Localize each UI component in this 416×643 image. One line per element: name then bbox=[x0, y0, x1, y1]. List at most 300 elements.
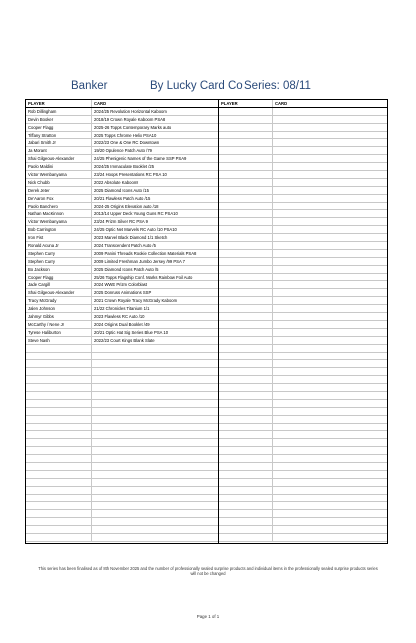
player-cell: Ja Morant bbox=[26, 147, 92, 154]
card-cell: 2023 Flawless RC Auto /10 bbox=[94, 314, 145, 320]
player-cell bbox=[26, 495, 92, 502]
card-cell: 2024/25 Immaculate Booklet /25 bbox=[94, 164, 155, 170]
table-row bbox=[26, 431, 218, 439]
player-cell bbox=[26, 518, 92, 525]
card-cell: 2022/23 One & One RC Downtown bbox=[94, 140, 160, 146]
player-cell bbox=[219, 187, 273, 194]
card-cell bbox=[273, 124, 387, 131]
card-cell bbox=[92, 376, 218, 383]
card-cell: 2024-25 Origins Elevation auto /18 bbox=[94, 203, 159, 209]
player-cell bbox=[219, 234, 273, 241]
table-row bbox=[219, 495, 387, 503]
player-cell bbox=[219, 431, 273, 438]
table-header-row bbox=[26, 100, 218, 108]
card-cell bbox=[273, 487, 387, 494]
card-cell bbox=[273, 281, 387, 288]
table-row bbox=[26, 116, 218, 124]
player-cell bbox=[219, 408, 273, 415]
player-cell: Jahmyr Gibbs bbox=[26, 313, 92, 320]
card-cell bbox=[92, 502, 218, 509]
table-row bbox=[219, 534, 387, 542]
table-row bbox=[26, 337, 218, 345]
card-cell bbox=[273, 471, 387, 478]
card-cell bbox=[273, 321, 387, 328]
card-cell: 25/26 Topps Flagship Conf. Marks Rainbow Foil Auto bbox=[94, 274, 193, 280]
card-cell bbox=[92, 424, 218, 431]
card-cell bbox=[273, 455, 387, 462]
table-row bbox=[26, 439, 218, 447]
player-cell bbox=[219, 329, 273, 336]
table-row bbox=[219, 408, 387, 416]
column-header-card: CARD bbox=[275, 101, 288, 106]
player-cell: Stephen Curry bbox=[26, 258, 92, 265]
table-row bbox=[219, 289, 387, 297]
card-cell bbox=[92, 455, 218, 462]
player-cell bbox=[219, 116, 273, 123]
table-row bbox=[26, 147, 218, 155]
table-row bbox=[26, 258, 218, 266]
card-cell bbox=[273, 408, 387, 415]
card-cell bbox=[273, 226, 387, 233]
player-cell: Derek Jeter bbox=[26, 187, 92, 194]
card-cell: 2024 WWE Prizm Colorblast bbox=[94, 282, 148, 288]
table-row bbox=[219, 526, 387, 534]
player-cell: Stephen Curry bbox=[26, 250, 92, 257]
player-cell bbox=[26, 368, 92, 375]
header bbox=[0, 80, 416, 98]
table-row bbox=[219, 187, 387, 195]
player-cell bbox=[219, 132, 273, 139]
column-header-card: CARD bbox=[94, 101, 107, 106]
card-cell bbox=[273, 329, 387, 336]
player-cell bbox=[219, 195, 273, 202]
player-cell bbox=[219, 305, 273, 312]
player-cell bbox=[219, 360, 273, 367]
table-row bbox=[219, 502, 387, 510]
table-row bbox=[219, 321, 387, 329]
table-row bbox=[219, 195, 387, 203]
card-cell bbox=[92, 431, 218, 438]
player-cell bbox=[219, 534, 273, 541]
player-cell: Cooper Flagg bbox=[26, 124, 92, 131]
card-cell bbox=[273, 368, 387, 375]
card-cell bbox=[92, 526, 218, 533]
table-row bbox=[26, 321, 218, 329]
player-cell bbox=[219, 510, 273, 517]
table-row bbox=[26, 274, 218, 282]
player-cell bbox=[219, 266, 273, 273]
player-cell: De'Aaron Fox bbox=[26, 195, 92, 202]
card-cell bbox=[92, 471, 218, 478]
card-cell bbox=[273, 266, 387, 273]
player-cell: Victor Wembanyama bbox=[26, 218, 92, 225]
player-cell: Ronald Acuna Jr bbox=[26, 242, 92, 249]
card-cell bbox=[92, 534, 218, 541]
table-row bbox=[26, 384, 218, 392]
right-table-rows bbox=[219, 100, 387, 542]
table-row bbox=[26, 108, 218, 116]
table-row bbox=[219, 147, 387, 155]
card-cell bbox=[273, 179, 387, 186]
card-cell: 2018/19 Crown Royale Kaboom PSA8 bbox=[94, 116, 166, 122]
player-cell bbox=[26, 487, 92, 494]
player-cell bbox=[26, 400, 92, 407]
player-cell bbox=[26, 502, 92, 509]
table-row bbox=[219, 337, 387, 345]
table-row bbox=[219, 274, 387, 282]
card-cell bbox=[273, 187, 387, 194]
card-cell: 20/21 Flawless Patch Auto /15 bbox=[94, 195, 151, 201]
player-cell bbox=[219, 203, 273, 210]
table-row bbox=[219, 132, 387, 140]
card-cell bbox=[273, 132, 387, 139]
player-cell bbox=[219, 297, 273, 304]
card-cell bbox=[92, 439, 218, 446]
table-row bbox=[26, 487, 218, 495]
table-row bbox=[26, 471, 218, 479]
player-cell bbox=[219, 463, 273, 470]
table-row bbox=[26, 416, 218, 424]
player-cell bbox=[219, 353, 273, 360]
card-cell bbox=[273, 400, 387, 407]
player-cell bbox=[219, 218, 273, 225]
player-cell bbox=[26, 392, 92, 399]
card-cell bbox=[273, 424, 387, 431]
card-cell bbox=[273, 274, 387, 281]
table-row bbox=[26, 155, 218, 163]
player-cell: Steve Nash bbox=[26, 337, 92, 344]
player-cell bbox=[219, 289, 273, 296]
table-row bbox=[219, 431, 387, 439]
player-cell bbox=[219, 368, 273, 375]
table-row bbox=[219, 305, 387, 313]
card-cell bbox=[92, 510, 218, 517]
table-row bbox=[219, 400, 387, 408]
player-cell bbox=[219, 487, 273, 494]
card-cell bbox=[273, 171, 387, 178]
player-cell: Bo Jackson bbox=[26, 266, 92, 273]
player-cell bbox=[219, 416, 273, 423]
table-row bbox=[219, 179, 387, 187]
card-cell: 2024/25 Revolution Horizontal Kaboom bbox=[94, 108, 167, 114]
card-cell bbox=[92, 447, 218, 454]
table-row bbox=[219, 108, 387, 116]
player-cell bbox=[26, 408, 92, 415]
player-cell: Tyrese Haliburton bbox=[26, 329, 92, 336]
player-cell bbox=[26, 384, 92, 391]
table-row bbox=[219, 479, 387, 487]
player-cell bbox=[219, 226, 273, 233]
card-cell bbox=[92, 479, 218, 486]
player-cell bbox=[219, 250, 273, 257]
player-cell bbox=[26, 534, 92, 541]
table-row bbox=[26, 187, 218, 195]
table-row bbox=[26, 297, 218, 305]
card-cell bbox=[92, 416, 218, 423]
player-cell bbox=[219, 455, 273, 462]
table-row bbox=[26, 210, 218, 218]
table-row bbox=[219, 424, 387, 432]
player-cell bbox=[26, 439, 92, 446]
table-row bbox=[26, 424, 218, 432]
player-cell bbox=[219, 447, 273, 454]
player-cell bbox=[219, 210, 273, 217]
player-cell bbox=[219, 242, 273, 249]
card-cell bbox=[273, 155, 387, 162]
table-row bbox=[219, 281, 387, 289]
table-row bbox=[26, 179, 218, 187]
player-cell bbox=[26, 463, 92, 470]
table-row bbox=[26, 250, 218, 258]
card-cell: 2022/23 Court Kings Blank Slate bbox=[94, 337, 155, 343]
table-row bbox=[219, 297, 387, 305]
card-cell bbox=[273, 108, 387, 115]
card-cell: 19/20 Opulence Patch Auto /79 bbox=[94, 148, 152, 154]
table-row bbox=[219, 250, 387, 258]
card-cell bbox=[273, 447, 387, 454]
table-row bbox=[219, 258, 387, 266]
table-row bbox=[219, 439, 387, 447]
player-cell bbox=[219, 147, 273, 154]
card-cell bbox=[273, 305, 387, 312]
card-cell bbox=[273, 353, 387, 360]
table-row bbox=[26, 132, 218, 140]
player-cell bbox=[219, 139, 273, 146]
player-cell bbox=[26, 345, 92, 352]
card-cell bbox=[92, 384, 218, 391]
card-cell bbox=[273, 439, 387, 446]
card-cell bbox=[273, 163, 387, 170]
player-cell: Jade Cargill bbox=[26, 281, 92, 288]
table-row bbox=[219, 234, 387, 242]
player-cell bbox=[219, 155, 273, 162]
player-cell: McCarthy / Nene Jr bbox=[26, 321, 92, 328]
card-cell: 23/24 Prizm Silver RC PSA 9 bbox=[94, 219, 148, 225]
card-cell bbox=[92, 400, 218, 407]
card-cell bbox=[273, 203, 387, 210]
player-cell bbox=[219, 502, 273, 509]
table-row bbox=[219, 266, 387, 274]
table-row bbox=[219, 376, 387, 384]
player-cell: Shai Gilgeous-Alexander bbox=[26, 155, 92, 162]
table-row bbox=[219, 116, 387, 124]
table-row bbox=[219, 518, 387, 526]
card-cell bbox=[273, 147, 387, 154]
table-row bbox=[26, 510, 218, 518]
series-label: Series: 08/11 bbox=[244, 80, 311, 92]
table-row bbox=[219, 463, 387, 471]
column-header-player: PLAYER bbox=[26, 100, 92, 107]
table-row bbox=[219, 510, 387, 518]
player-cell bbox=[26, 471, 92, 478]
player-cell: Bob Carrington bbox=[26, 226, 92, 233]
player-cell bbox=[26, 376, 92, 383]
card-cell bbox=[273, 384, 387, 391]
card-cell: 2009 Limited Freshman Jumbo Jersey /99 PSA 7 bbox=[94, 258, 186, 264]
player-cell bbox=[219, 400, 273, 407]
player-cell bbox=[219, 384, 273, 391]
table-row bbox=[26, 266, 218, 274]
player-cell: Jabari Smith Jr bbox=[26, 139, 92, 146]
player-cell bbox=[219, 281, 273, 288]
table-row bbox=[219, 210, 387, 218]
card-cell bbox=[273, 116, 387, 123]
card-cell bbox=[92, 463, 218, 470]
player-cell bbox=[26, 455, 92, 462]
table-row bbox=[219, 360, 387, 368]
card-cell: 2025 Donruss Animations SSP bbox=[94, 290, 152, 296]
player-cell bbox=[26, 510, 92, 517]
player-cell bbox=[219, 108, 273, 115]
card-cell: 24/25 Optic Net Marvels RC Auto /10 PSA10 bbox=[94, 227, 177, 233]
player-cell bbox=[219, 258, 273, 265]
table-row bbox=[26, 218, 218, 226]
player-cell bbox=[219, 345, 273, 352]
player-cell bbox=[219, 471, 273, 478]
player-cell bbox=[26, 353, 92, 360]
player-cell bbox=[219, 321, 273, 328]
table-row bbox=[26, 400, 218, 408]
table-row bbox=[26, 447, 218, 455]
player-cell: Jalen Johnson bbox=[26, 305, 92, 312]
table-row bbox=[26, 360, 218, 368]
card-cell bbox=[273, 416, 387, 423]
player-cell: Rob Dillingham bbox=[26, 108, 92, 115]
table-row bbox=[219, 203, 387, 211]
card-cell bbox=[273, 510, 387, 517]
table-row bbox=[26, 234, 218, 242]
card-cell bbox=[273, 345, 387, 352]
card-cell bbox=[273, 495, 387, 502]
document-author: By Lucky Card Co bbox=[150, 80, 243, 92]
card-cell bbox=[273, 195, 387, 202]
card-cell bbox=[92, 392, 218, 399]
player-cell bbox=[219, 171, 273, 178]
card-cell bbox=[273, 479, 387, 486]
table-row bbox=[26, 408, 218, 416]
table-row bbox=[26, 124, 218, 132]
card-cell: 2009 Panini Threads Rookie Collection Materials PSA8 bbox=[94, 250, 197, 256]
player-cell bbox=[219, 163, 273, 170]
card-cell: 23/24 Hoops Presentations RC PSA 10 bbox=[94, 172, 167, 178]
card-cell bbox=[273, 502, 387, 509]
right-table bbox=[219, 100, 387, 543]
table-row bbox=[26, 171, 218, 179]
player-cell: Nick Chubb bbox=[26, 179, 92, 186]
table-row bbox=[219, 471, 387, 479]
table-row bbox=[26, 463, 218, 471]
player-cell bbox=[219, 376, 273, 383]
card-cell: 2024 Origins Dual Booklet /49 bbox=[94, 321, 150, 327]
card-cell: 2025 Diamond Icons Auto /15 bbox=[94, 187, 149, 193]
card-cell bbox=[273, 258, 387, 265]
table-row bbox=[219, 218, 387, 226]
table-row bbox=[219, 353, 387, 361]
card-cell bbox=[92, 368, 218, 375]
player-cell bbox=[219, 439, 273, 446]
table-row bbox=[26, 495, 218, 503]
left-table bbox=[26, 100, 219, 543]
table-row bbox=[219, 313, 387, 321]
left-table-rows bbox=[26, 100, 218, 542]
card-cell: 20/21 Optic Hat Sig Series Blue PSA 10 bbox=[94, 329, 169, 335]
player-cell bbox=[219, 518, 273, 525]
card-cell bbox=[273, 313, 387, 320]
card-cell bbox=[273, 218, 387, 225]
card-cell bbox=[92, 495, 218, 502]
player-cell bbox=[219, 495, 273, 502]
table-row bbox=[219, 155, 387, 163]
card-cell bbox=[273, 526, 387, 533]
footer-note: This series has been finalised as of 8th November 2025 and the number of professionally sealed surprise products and individual items in the professionally sealed surprise products series will not be changed bbox=[38, 566, 378, 576]
player-cell bbox=[26, 424, 92, 431]
table-row bbox=[219, 416, 387, 424]
card-cell bbox=[273, 139, 387, 146]
card-cell: 2022 Absolute Kaboom! bbox=[94, 179, 139, 185]
player-cell bbox=[219, 337, 273, 344]
table-row bbox=[26, 455, 218, 463]
card-cell bbox=[273, 337, 387, 344]
table-row bbox=[26, 305, 218, 313]
table-row bbox=[26, 376, 218, 384]
table-row bbox=[26, 313, 218, 321]
player-cell bbox=[219, 392, 273, 399]
table-row bbox=[26, 139, 218, 147]
player-cell bbox=[219, 124, 273, 131]
table-row bbox=[26, 534, 218, 542]
player-cell bbox=[219, 526, 273, 533]
table-row bbox=[26, 163, 218, 171]
table-row bbox=[26, 289, 218, 297]
card-cell bbox=[273, 242, 387, 249]
card-cell bbox=[273, 234, 387, 241]
player-cell: Devin Booker bbox=[26, 116, 92, 123]
player-cell bbox=[26, 447, 92, 454]
card-cell bbox=[273, 250, 387, 257]
card-cell bbox=[273, 210, 387, 217]
player-cell: Iron Fist bbox=[26, 234, 92, 241]
card-cell bbox=[273, 392, 387, 399]
table-row bbox=[219, 171, 387, 179]
column-header-player: PLAYER bbox=[219, 100, 273, 107]
page-number: Page 1 of 1 bbox=[196, 614, 220, 619]
table-row bbox=[26, 518, 218, 526]
table-row bbox=[26, 226, 218, 234]
table-row bbox=[219, 455, 387, 463]
table-row bbox=[219, 384, 387, 392]
player-cell bbox=[26, 526, 92, 533]
table-row bbox=[26, 392, 218, 400]
card-cell bbox=[92, 360, 218, 367]
table-row bbox=[26, 195, 218, 203]
table-row bbox=[26, 345, 218, 353]
table-row bbox=[26, 281, 218, 289]
table-row bbox=[219, 329, 387, 337]
player-cell bbox=[219, 274, 273, 281]
table-row bbox=[26, 329, 218, 337]
card-cell bbox=[92, 487, 218, 494]
card-cell bbox=[273, 534, 387, 541]
card-cell bbox=[273, 289, 387, 296]
table-row bbox=[219, 345, 387, 353]
player-cell bbox=[219, 479, 273, 486]
card-cell bbox=[273, 518, 387, 525]
table-row bbox=[219, 242, 387, 250]
player-cell: Shai Gilgeous-Alexander bbox=[26, 289, 92, 296]
card-cell: 2025 Diamond Icons Patch Auto /5 bbox=[94, 266, 159, 272]
table-row bbox=[219, 226, 387, 234]
document-title: Banker bbox=[71, 80, 108, 92]
